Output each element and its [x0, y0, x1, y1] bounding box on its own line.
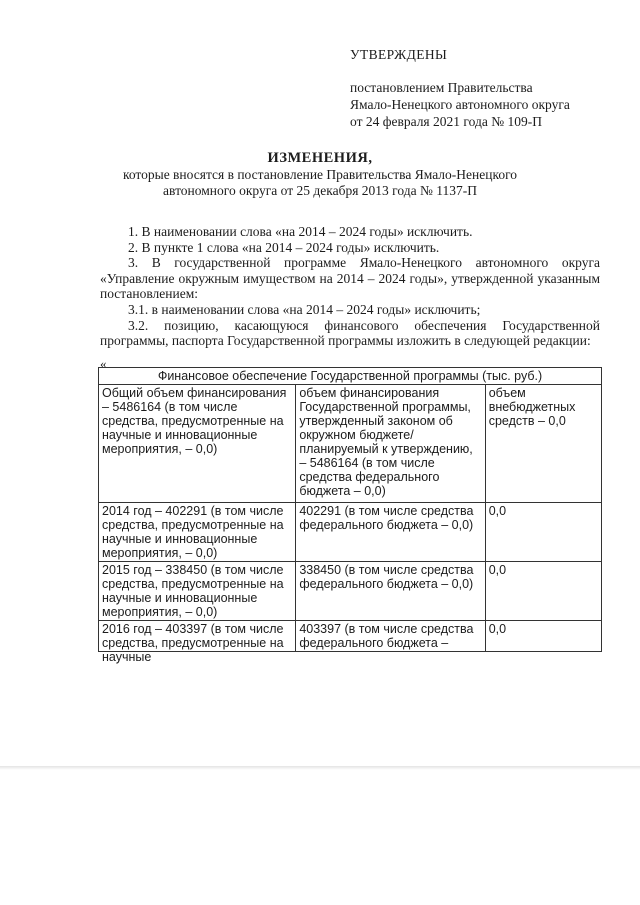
table-cell [485, 621, 601, 652]
approval-line: постановлением Правительства [350, 80, 533, 95]
approval-block [350, 46, 570, 130]
approval-line: Ямало-Ненецкого автономного округа [350, 97, 570, 112]
document-subtitle [0, 167, 640, 199]
paragraph-1: 1. В наименовании слова «на 2014 – 2024 годы» исключить. [128, 224, 473, 239]
page-edge [0, 766, 640, 770]
financing-table [98, 367, 602, 664]
opening-quote: « [100, 356, 107, 371]
table-cell [99, 621, 296, 664]
paragraph-3-1: 3.1. в наименовании слова «на 2014 – 2024 годы» исключить; [128, 301, 481, 317]
table-header: Финансовое обеспечение Государственной программы (тыс. руб.) [99, 368, 602, 385]
table-cell: 0,0 [485, 503, 601, 562]
approval-line: от 24 февраля 2021 года № 109-П [350, 114, 542, 129]
subtitle-line: которые вносятся в постановление Правительства Ямало-Ненецкого [122, 167, 518, 182]
document-body [100, 224, 600, 349]
table-cell: 402291 (в том числе средства федерального бюджета – 0,0) [296, 503, 485, 562]
paragraph-2: 2. В пункте 1 слова «на 2014 – 2024 годы» исключить. [128, 239, 440, 255]
table-cell: объем внебюджетных средств – 0,0 [485, 385, 601, 503]
table-row [99, 562, 602, 621]
table-row [99, 503, 602, 562]
table-cell: 2015 год – 338450 (в том числе средства, предусмотренные на научные и инновационные мероприятия, – 0,0) [99, 562, 296, 621]
paragraph-3-2: 3.2. позицию, касающуюся финансового обеспечения Государственной программы, паспорта Государственной программы изложить в следующей редакции: [100, 317, 600, 349]
cell-text: 0,0 [488, 622, 507, 636]
paragraph-3: 3. В государственной программе Ямало-Ненецкого автономного округа «Управление окружным имуществом на 2014 – 2024 годы», утвержденной указанным постановлением: [100, 255, 600, 302]
table-cell: 2014 год – 402291 (в том числе средства, предусмотренные на научные и инновационные мероприятия, – 0,0) [99, 503, 296, 562]
cell-text: 403397 (в том числе средства федерального бюджета – [299, 622, 474, 650]
subtitle-line: автономного округа от 25 декабря 2013 года № 1137-П [163, 183, 477, 198]
table-cell: 338450 (в том числе средства федерального бюджета – 0,0) [296, 562, 485, 621]
document-title: ИЗМЕНЕНИЯ, [267, 150, 373, 166]
table-cell: объем финансирования Государственной программы, утвержденный законом об окружном бюджете/планируемый к утверждению, – 5486164 (в том числе средства федерального бюджета – 0,0) [296, 385, 485, 503]
table-row [99, 621, 602, 652]
table-row [99, 385, 602, 503]
table-cell [296, 621, 485, 652]
table-cell: Общий объем финансирования – 5486164 (в том числе средства, предусмотренные на научные и инновационные мероприятия, – 0,0) [99, 385, 296, 503]
approval-heading: УТВЕРЖДЕНЫ [350, 47, 448, 62]
cell-text: 2016 год – 403397 (в том числе средства, предусмотренные на научные [102, 622, 284, 664]
table-cell: 0,0 [485, 562, 601, 621]
